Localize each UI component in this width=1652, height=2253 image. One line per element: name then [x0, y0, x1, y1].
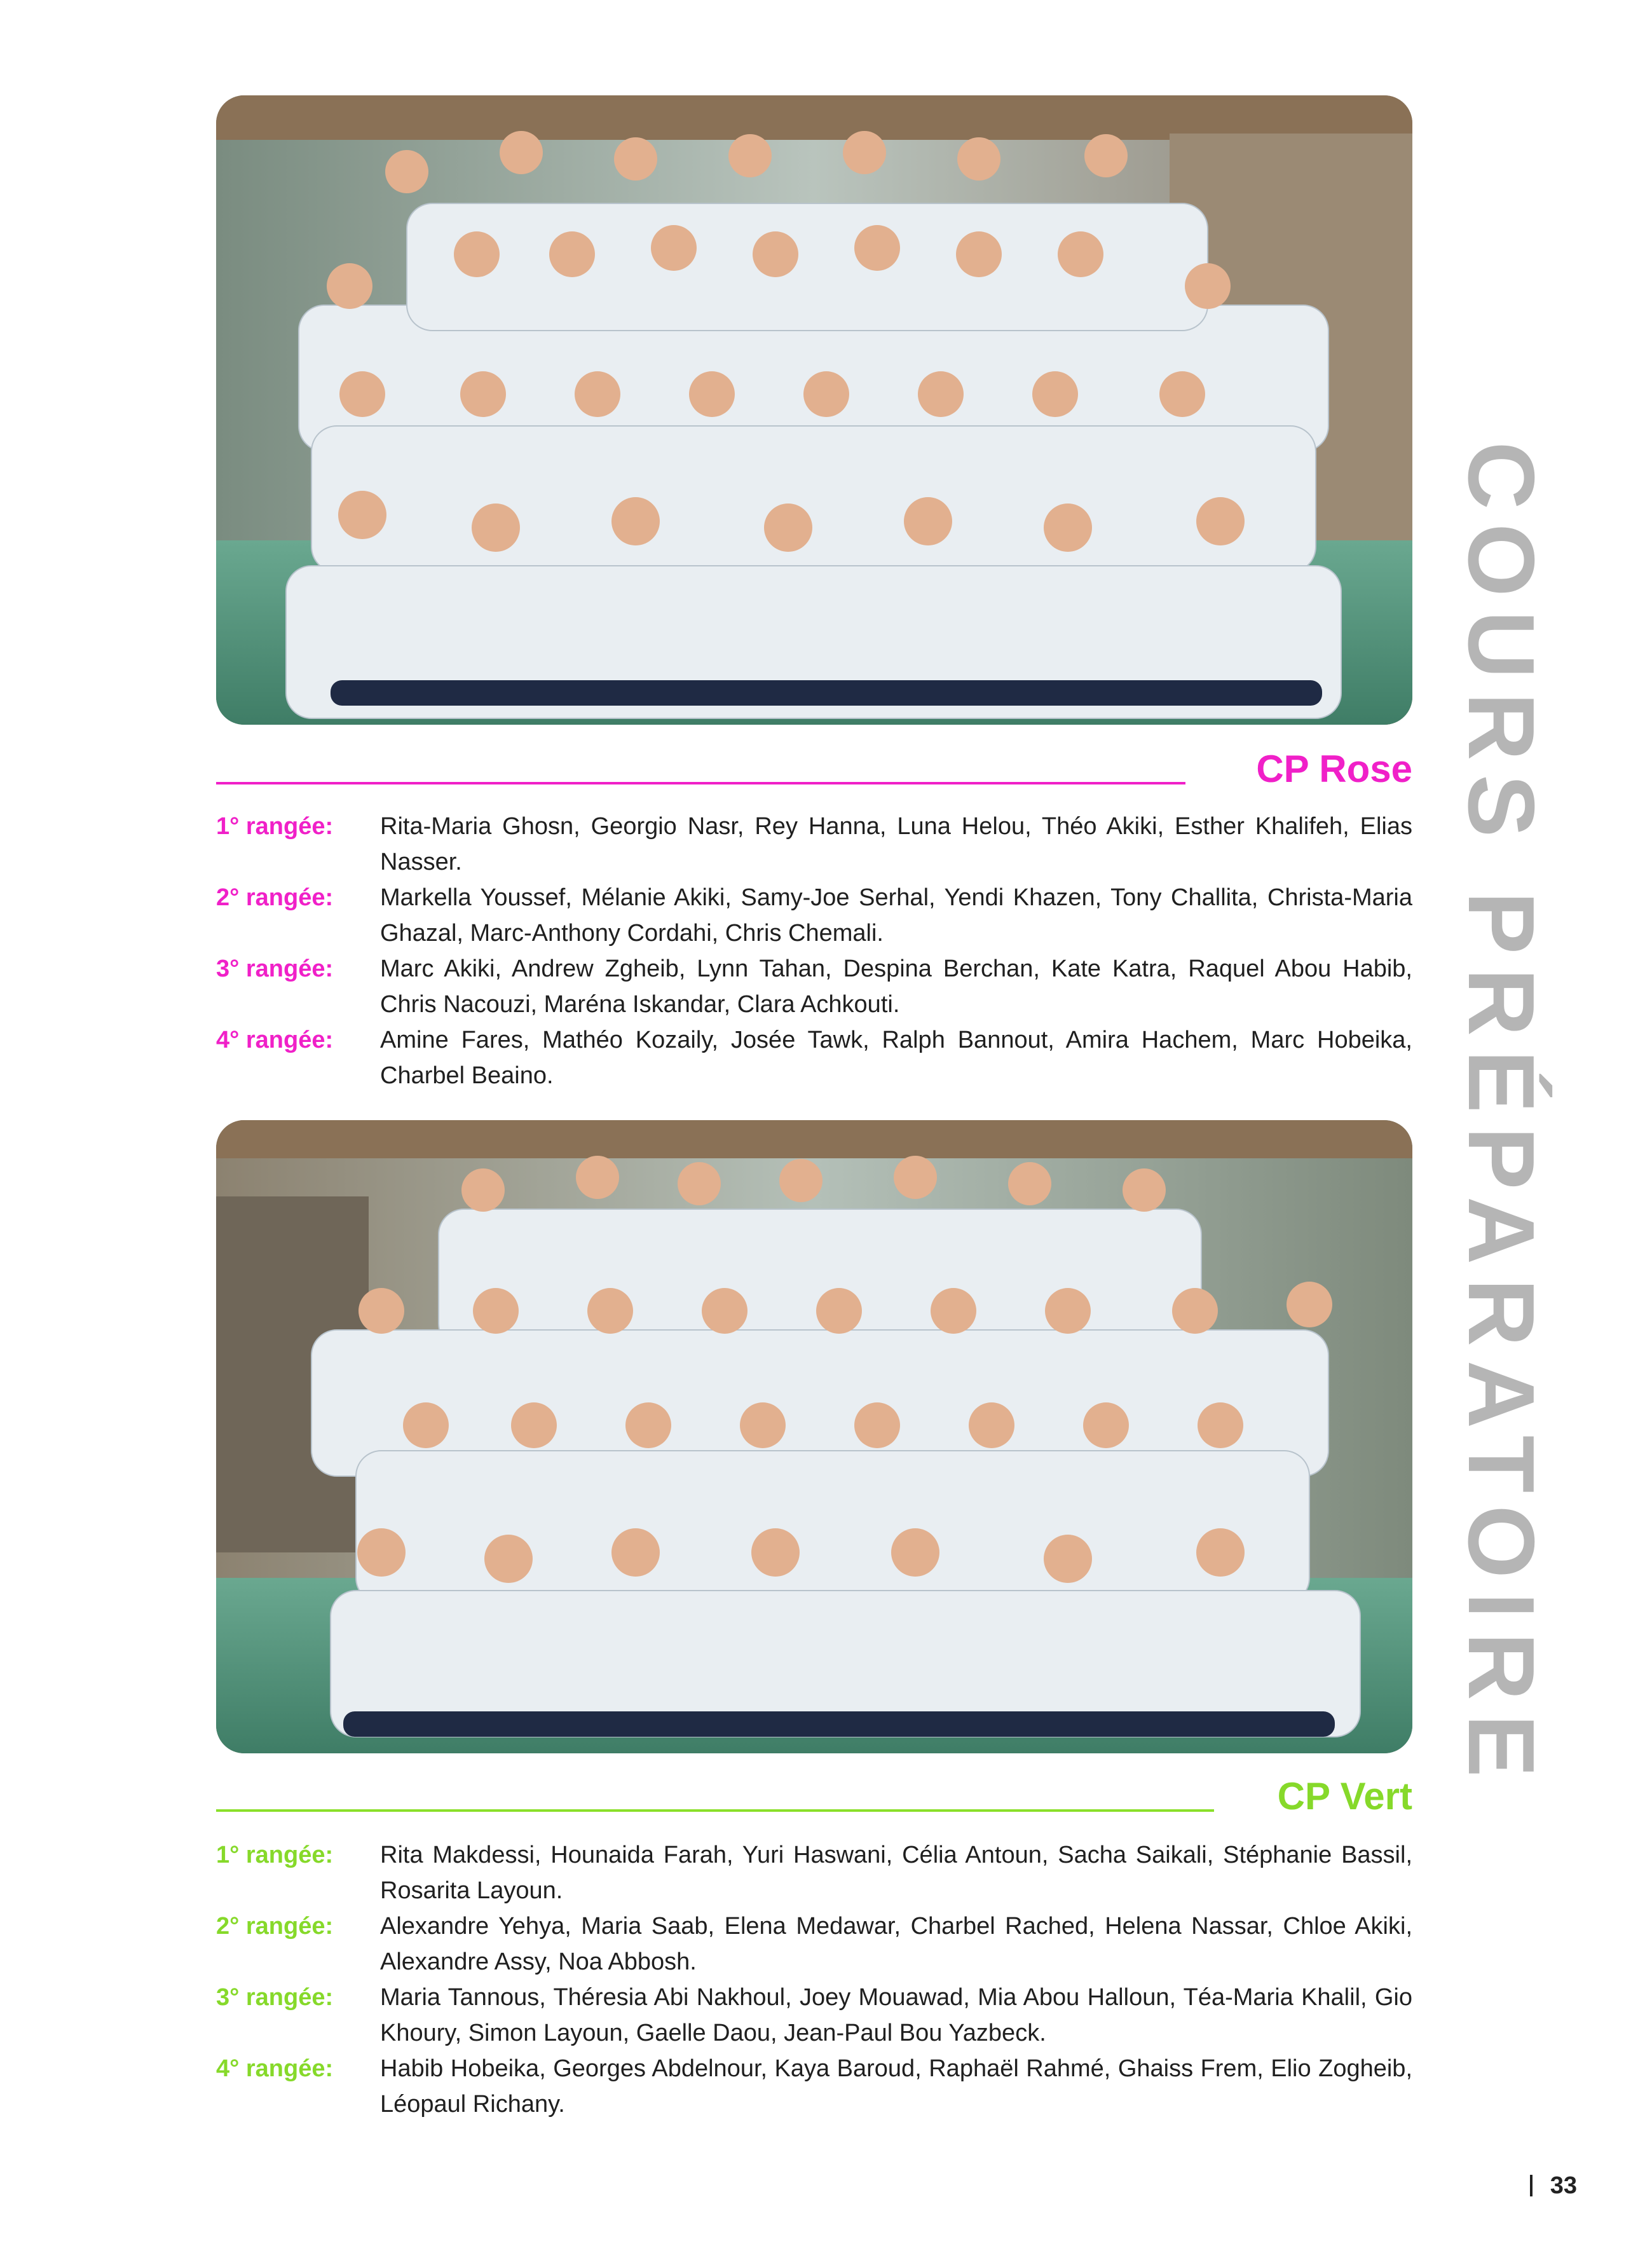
row-label: 4° rangée: — [216, 2055, 334, 2082]
class-heading-cp-vert — [216, 1771, 1412, 1822]
row-label: 4° rangée: — [216, 1027, 334, 1053]
row-list-cp-vert — [216, 1837, 1412, 2122]
list-item — [216, 880, 1412, 951]
folio-divider — [1530, 2175, 1533, 2196]
class-photo-cp-vert-image — [216, 1120, 1412, 1753]
row-label: 2° rangée: — [216, 884, 334, 911]
class-photo-cp-vert — [216, 1120, 1412, 1753]
section-side-title — [1449, 423, 1553, 1809]
class-photo-cp-rose — [216, 95, 1412, 725]
row-names: Habib Hobeika, Georges Abdelnour, Kaya Baroud, Raphaël Rahmé, Ghaiss Frem, Elio Zogheib, Léopaul Richany. — [380, 2055, 1412, 2118]
page-number-text: 33 — [1550, 2172, 1577, 2199]
list-item — [216, 1908, 1412, 1980]
class-photo-cp-rose-image — [216, 95, 1412, 725]
row-label: 3° rangée: — [216, 955, 334, 982]
list-item — [216, 1022, 1412, 1093]
row-list-cp-rose — [216, 809, 1412, 1093]
side-title-text: COURS PRÉPARATOIRE — [1449, 441, 1553, 1791]
row-names: Rita Makdessi, Hounaida Farah, Yuri Haswani, Célia Antoun, Sacha Saikali, Stéphanie Bassil, Rosarita Layoun. — [380, 1842, 1412, 1904]
class-title: CP Vert — [1277, 1775, 1412, 1818]
row-names: Amine Fares, Mathéo Kozaily, Josée Tawk, Ralph Bannout, Amira Hachem, Marc Hobeika, Charbel Beaino. — [380, 1027, 1412, 1089]
list-item — [216, 2051, 1412, 2122]
page-number — [1530, 2168, 1577, 2203]
row-names: Maria Tannous, Théresia Abi Nakhoul, Joey Mouawad, Mia Abou Halloun, Téa-Maria Khalil, Gio Khoury, Simon Layoun, Gaelle Daou, Jean-Paul Bou Yazbeck. — [380, 1984, 1412, 2046]
list-item — [216, 951, 1412, 1022]
class-title: CP Rose — [1256, 748, 1412, 790]
row-label: 3° rangée: — [216, 1984, 334, 2011]
row-label: 1° rangée: — [216, 1842, 334, 1868]
heading-rule — [216, 1809, 1214, 1812]
row-names: Markella Youssef, Mélanie Akiki, Samy-Joe Serhal, Yendi Khazen, Tony Challita, Christa-Maria Ghazal, Marc-Anthony Cordahi, Chris Chemali. — [380, 884, 1412, 947]
row-names: Rita-Maria Ghosn, Georgio Nasr, Rey Hanna, Luna Helou, Théo Akiki, Esther Khalifeh, Elias Nasser. — [380, 813, 1412, 875]
row-names: Marc Akiki, Andrew Zgheib, Lynn Tahan, Despina Berchan, Kate Katra, Raquel Abou Habib, Chris Nacouzi, Maréna Iskandar, Clara Achkouti. — [380, 955, 1412, 1018]
list-item — [216, 1980, 1412, 2051]
row-label: 2° rangée: — [216, 1913, 334, 1940]
heading-rule — [216, 782, 1185, 784]
row-label: 1° rangée: — [216, 813, 334, 840]
list-item — [216, 1837, 1412, 1908]
list-item — [216, 809, 1412, 880]
class-heading-cp-rose — [216, 744, 1412, 795]
row-names: Alexandre Yehya, Maria Saab, Elena Medawar, Charbel Rached, Helena Nassar, Chloe Akiki, Alexandre Assy, Noa Abbosh. — [380, 1913, 1412, 1975]
